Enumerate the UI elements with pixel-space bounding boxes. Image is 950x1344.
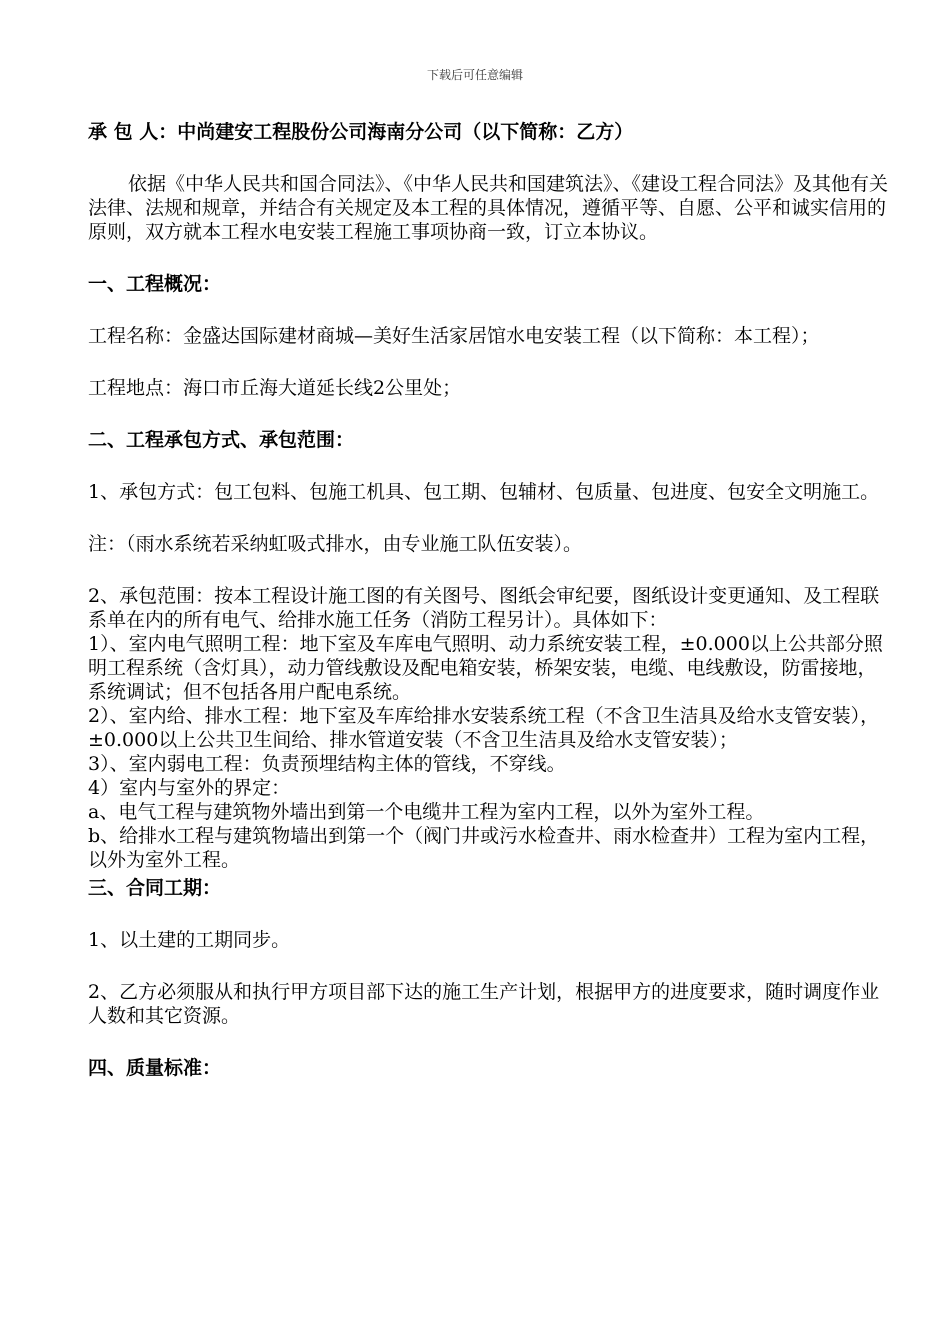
project-name-line: 工程名称：金盛达国际建材商城—美好生活家居馆水电安装工程（以下简称：本工程）； xyxy=(88,325,820,347)
scope-item-1: 1）、室内电气照明工程：地下室及车库电气照明、动力系统安装工程，±0.000以上公共部分照明工程系统（含灯具），动力管线敷设及配电箱安装，桥架安装，电缆、电线敷设，防雷接地，系统调试；但不包括各用户配电系统。 xyxy=(88,633,883,703)
contract-mode-line: 1、承包方式：包工包料、包施工机具、包工期、包辅材、包质量、包进度、包安全文明施工。 xyxy=(88,481,880,503)
schedule-item-1: 1、以土建的工期同步。 xyxy=(88,929,291,951)
section-4-heading: 四、质量标准： xyxy=(88,1057,222,1079)
schedule-item-2: 2、乙方必须服从和执行甲方项目部下达的施工生产计划，根据甲方的进度要求，随时调度作业人数和其它资源。 xyxy=(88,981,880,1027)
section-3-heading: 三、合同工期： xyxy=(88,877,222,899)
note-line: 注：（雨水系统若采纳虹吸式排水，由专业施工队伍安装）。 xyxy=(88,533,583,555)
section-2-heading: 二、工程承包方式、承包范围： xyxy=(88,429,355,451)
scope-item-4: 4）室内与室外的界定： xyxy=(88,777,291,799)
document-body xyxy=(88,120,888,1080)
header-note: 下载后可任意编辑 xyxy=(426,68,523,82)
contractor-line: 承 包 人：中尚建安工程股份公司海南分公司（以下简称：乙方） xyxy=(88,121,634,143)
section-1-heading: 一、工程概况： xyxy=(88,273,222,295)
scope-item-4a: a、电气工程与建筑物外墙出到第一个电缆井工程为室内工程，以外为室外工程。 xyxy=(88,801,765,823)
contract-scope-line: 2、承包范围：按本工程设计施工图的有关图号、图纸会审纪要，图纸设计变更通知、及工程联系单在内的所有电气、给排水施工任务（消防工程另计）。具体如下： xyxy=(88,585,880,631)
intro-paragraph: 依据《中华人民共和国合同法》、《中华人民共和国建筑法》、《建设工程合同法》及其他有关法律、法规和规章，并结合有关规定及本工程的具体情况，遵循平等、自愿、公平和诚实信用的原则，双方就本工程水电安装工程施工事项协商一致，订立本协议。 xyxy=(88,173,889,243)
scope-item-3: 3）、室内弱电工程：负责预埋结构主体的管线，不穿线。 xyxy=(88,753,566,775)
project-location-line: 工程地点：海口市丘海大道延长线2公里处； xyxy=(88,377,462,399)
scope-item-4b: b、给排水工程与建筑物墙出到第一个（阀门井或污水检查井、雨水检查井）工程为室内工程，以外为室外工程。 xyxy=(88,825,880,871)
scope-item-2: 2）、室内给、排水工程：地下室及车库给排水安装系统工程（不含卫生洁具及给水支管安装），±0.000以上公共卫生间给、排水管道安装（不含卫生洁具及给水支管安装）； xyxy=(88,705,880,751)
